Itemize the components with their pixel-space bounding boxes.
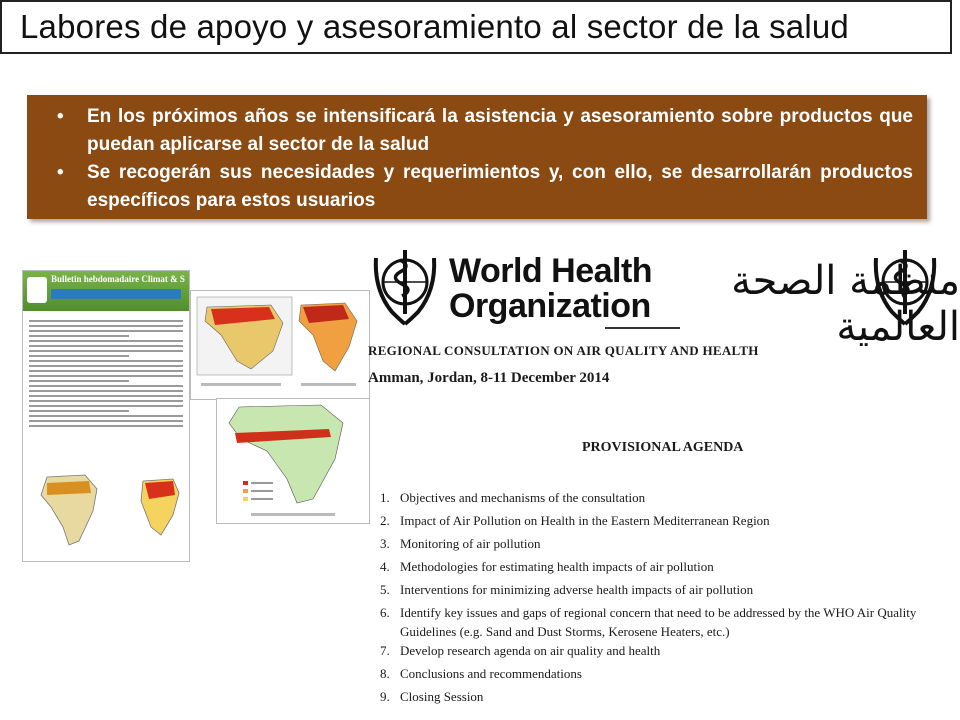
- agenda-number: 3.: [380, 536, 390, 551]
- agenda-item: [380, 534, 920, 557]
- agenda-item: [380, 641, 920, 664]
- caption-line: [201, 383, 281, 386]
- agenda-text: Impact of Air Pollution on Health in the Eastern Mediterranean Region: [400, 513, 770, 528]
- text-line: [29, 420, 183, 422]
- agenda-number: 8.: [380, 666, 390, 681]
- agenda-number: 5.: [380, 582, 390, 597]
- agenda-text: Identify key issues and gaps of regional concern that need to be addressed by the WHO Air Quality Guidelines (e.g. Sand and Dust Storms, Kerosene Heaters, etc.): [400, 605, 917, 639]
- legend-swatch: [243, 489, 248, 493]
- text-line: [29, 410, 129, 412]
- text-line: [29, 405, 183, 407]
- agenda-text: Monitoring of air pollution: [400, 536, 541, 551]
- text-line: [29, 340, 183, 342]
- agenda-item: [380, 687, 920, 710]
- banner-list: [57, 103, 913, 215]
- maps-panel-bottom: [216, 398, 370, 524]
- text-line: [29, 380, 129, 382]
- who-name-line1: World Health: [449, 252, 653, 290]
- bulletin-maps: [33, 471, 183, 551]
- agenda-title: PROVISIONAL AGENDA: [582, 440, 744, 455]
- agenda-number: 2.: [380, 513, 390, 528]
- agenda-text: Closing Session: [400, 689, 484, 704]
- title-box: [0, 0, 952, 54]
- banner-item-text: En los próximos años se intensificará la asistencia y asesoramiento sobre productos que puedan aplicarse al sector de la salud: [87, 106, 913, 155]
- page-title: Labores de apoyo y asesoramiento al sector de la salud: [20, 8, 849, 45]
- text-line: [29, 360, 183, 362]
- text-line: [29, 385, 183, 387]
- legend-label-line: [251, 490, 273, 492]
- agenda-item: [380, 603, 920, 641]
- who-name-line2: Organization: [449, 287, 651, 325]
- text-line: [29, 320, 183, 322]
- text-line: [29, 325, 183, 327]
- agenda-item: [380, 488, 920, 511]
- agenda-text: Conclusions and recommendations: [400, 666, 582, 681]
- banner-item: [57, 103, 913, 159]
- divider: [605, 327, 680, 329]
- legend-label-line: [251, 482, 273, 484]
- text-line: [29, 350, 183, 352]
- agenda-number: 4.: [380, 559, 390, 574]
- bulletin-title: Bulletin hebdomadaire Climat & S: [51, 274, 185, 284]
- who-emblem-icon: [870, 240, 940, 330]
- agenda-number: 6.: [380, 605, 390, 620]
- agenda-number: 7.: [380, 643, 390, 658]
- text-line: [29, 415, 183, 417]
- agenda-text: Interventions for minimizing adverse health impacts of air pollution: [400, 582, 754, 597]
- banner-item-text: Se recogerán sus necesidades y requerimientos y, con ello, se desarrollarán productos específicos para estos usuarios: [87, 162, 913, 211]
- agenda-text: Develop research agenda on air quality and health: [400, 643, 661, 658]
- bullet-icon: •: [57, 106, 64, 127]
- maps-panel-top: [190, 290, 370, 400]
- who-name: [449, 254, 652, 324]
- consultation-place: Amman, Jordan, 8-11 December 2014: [368, 370, 610, 386]
- text-line: [29, 370, 183, 372]
- caption-line: [251, 513, 335, 516]
- info-banner: [27, 95, 927, 219]
- text-line: [29, 375, 183, 377]
- text-line: [29, 335, 129, 337]
- legend-label-line: [251, 498, 273, 500]
- text-line: [29, 345, 183, 347]
- forecast-maps: [191, 291, 369, 399]
- text-line: [29, 365, 183, 367]
- agenda-list: [380, 488, 920, 710]
- who-arabic-name: منظمة الصحة العالمية: [731, 258, 960, 350]
- bulletin-text: [23, 311, 189, 427]
- agenda-item: [380, 580, 920, 603]
- agenda-number: 9.: [380, 689, 390, 704]
- meningitis-map: [217, 399, 369, 523]
- legend-swatch: [243, 497, 248, 501]
- consultation-title: REGIONAL CONSULTATION ON AIR QUALITY AND HEALTH: [368, 343, 759, 358]
- bulletin-subtitle-bar: [51, 289, 181, 299]
- agenda-text: Objectives and mechanisms of the consultation: [400, 490, 646, 505]
- caption-line: [301, 383, 356, 386]
- agenda-number: 1.: [380, 490, 390, 505]
- bullet-icon: •: [57, 162, 64, 183]
- text-line: [29, 425, 183, 427]
- text-line: [29, 355, 129, 357]
- agenda-item: [380, 511, 920, 534]
- bulletin-logo-icon: [27, 277, 47, 303]
- bulletin-thumbnail: [22, 270, 190, 562]
- agenda-item: [380, 557, 920, 580]
- hazard-band: [47, 481, 91, 495]
- text-line: [29, 330, 183, 332]
- text-line: [29, 390, 183, 392]
- text-line: [29, 395, 183, 397]
- legend-swatch: [243, 481, 248, 485]
- africa-map-icon: [229, 405, 343, 503]
- banner-item: [57, 159, 913, 215]
- text-line: [29, 400, 183, 402]
- agenda-text: Methodologies for estimating health impacts of air pollution: [400, 559, 714, 574]
- who-emblem-icon: [370, 240, 440, 330]
- bulletin-header: [23, 271, 189, 311]
- agenda-item: [380, 664, 920, 687]
